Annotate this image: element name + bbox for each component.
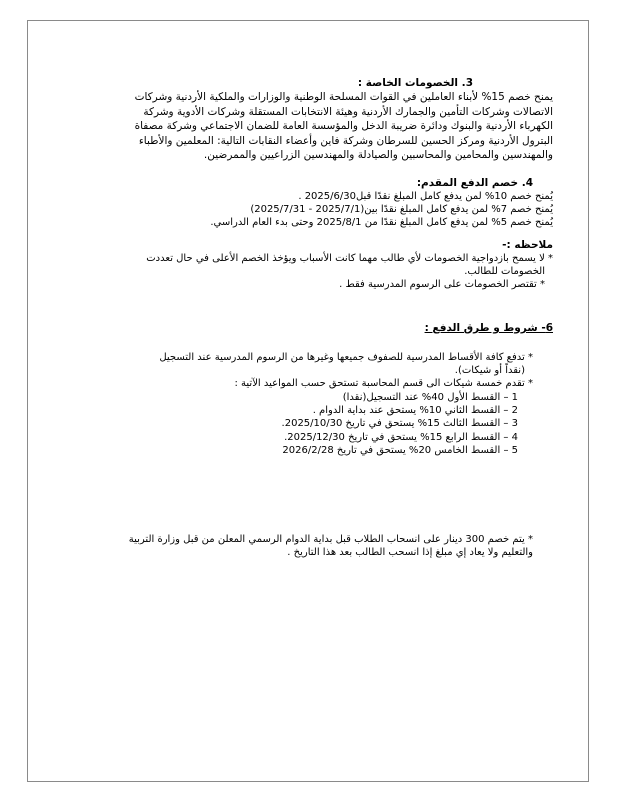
payment-terms-section [88, 321, 553, 335]
list-item: 2 – القسط الثاني 10% يستحق عند بداية الدوام . [312, 405, 518, 417]
paragraph-line: * تقتصر الخصومات على الرسوم المدرسية فقط . [339, 279, 545, 291]
notes-heading: ملاحظه :- [502, 239, 553, 251]
payment-terms-heading: 6- شروط و طرق الدفع : [424, 322, 553, 334]
paragraph-line: * تدفع كافة الأقساط المدرسية للصفوف جميعها وغيرها من الرسوم المدرسية عند التسجيل [159, 352, 533, 363]
paragraph-line: الخصومات للطالب. [464, 266, 545, 278]
paragraph-line: يُمنح خصم 10% لمن يدفع كامل المبلغ نقدًا قبل2025/6/30 . [298, 191, 553, 202]
list-item: 5 – القسط الخامس 20% يستحق في تاريخ 2026/2/28 [282, 444, 518, 456]
paragraph-line: يمنح خصم 15% لأبناء العاملين في القوات المسلحة الوطنية والوزارات والملكية الأردنية وشركات [134, 91, 553, 103]
paragraph-line: يُمنح خصم 7% لمن يدفع كامل المبلغ نقدًا بين(2025/7/1 - 2025/7/31) [250, 204, 553, 216]
paragraph-line: (نقداً أو شيكات). [454, 365, 525, 377]
paragraph-line: يُمنح خصم 5% لمن يدفع كامل المبلغ نقدًا من 2025/8/1 وحتى بدء العام الدراسي. [210, 217, 553, 229]
advance-payment-section [88, 176, 553, 230]
special-discounts-heading: 3. الخصومات الخاصة : [357, 77, 473, 89]
withdrawal-note [58, 533, 533, 559]
paragraph-line: الاتصالات وشركات التأمين والجمارك الأردنية وهيئة الانتخابات المستقلة وشركات الأدوية وشركة [143, 105, 553, 118]
paragraph-line: * يتم خصم 300 دينار على انسحاب الطلاب قبل بداية الدوام الرسمي المعلن من قبل وزارة التربية [128, 534, 533, 545]
paragraph-line: والتعليم ولا يعاد إي مبلغ إذا انسحب الطالب بعد هذا التاريخ . [287, 547, 533, 559]
paragraph-line: * تقدم خمسة شيكات الى قسم المحاسبة تستحق حسب المواعيد الآتية : [234, 378, 533, 390]
paragraph-line: الكهرباء الأردنية والبنوك ودائرة ضريبة الدخل والمؤسسة العامة للضمان الاجتماعي وشركة مصفاة [134, 120, 553, 132]
notes-section [33, 238, 553, 292]
paragraph-line: البترول الأردنية ومركز الحسين للسرطان وشركة فاين وأعضاء النقابات التالية: المعلمين والأطباء [138, 134, 553, 147]
installments-list [88, 391, 518, 457]
list-item: 1 – القسط الأول 40% عند التسجيل(نقدا) [342, 392, 518, 403]
advance-payment-heading: 4. خصم الدفع المقدم: [416, 177, 533, 189]
list-item: 4 – القسط الرابع 15% يستحق في تاريخ 2025/12/30. [284, 431, 518, 443]
payment-terms-intro [88, 351, 533, 391]
paragraph-line: والمهندسين والمحامين والمحاسبين والصيادلة والمهندسين الزراعيين والممرضين. [203, 149, 553, 161]
list-item: 3 – القسط الثالث 15% يستحق في تاريخ 2025/10/30. [281, 418, 518, 430]
special-discounts-section [88, 76, 553, 163]
document-page [27, 20, 589, 782]
paragraph-line: * لا يسمح بازدواجية الخصومات لأي طالب مهما كانت الأسباب ويؤخذ الخصم الأعلى في حال تعددت [146, 253, 553, 264]
